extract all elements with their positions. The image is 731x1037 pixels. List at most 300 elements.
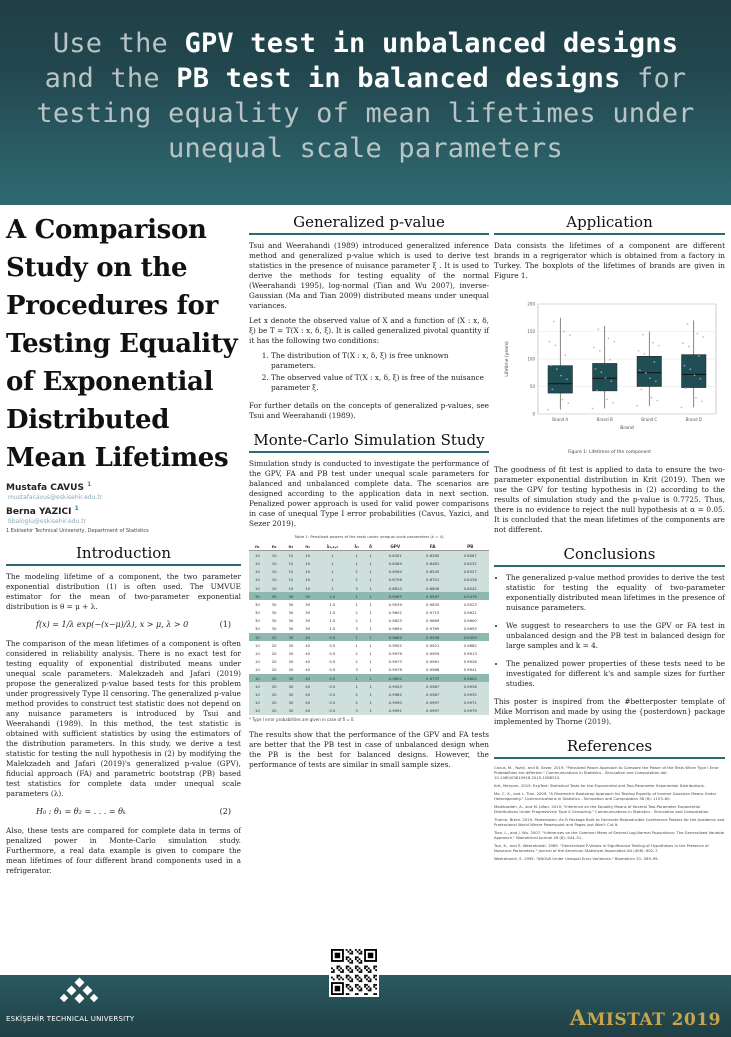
table-cell: 1	[316, 584, 349, 592]
table-cell: 30	[288, 642, 294, 648]
reference-item: Tsui, K., and S. Weerahandi. 1989. "Generalized P-Values in Significance Testing of Hypotheses in the Presence of Nuisance Parameters." Journal of the American Statistical Association 84 (406): 602–7.	[494, 843, 709, 853]
table-header-cell: n₂	[266, 542, 283, 551]
qr-module	[349, 967, 351, 969]
qr-module	[359, 977, 361, 979]
equation-2	[36, 807, 231, 816]
condition-1: 1. The distribution of T(X : x, δ, ξ) is free unknown parameters.	[271, 351, 489, 371]
table-cell: 40	[305, 667, 311, 673]
affiliation: 1 Eskisehir Technical University, Department of Statistics	[6, 528, 149, 534]
table-cell: 1	[349, 551, 365, 560]
table-cell: 1	[365, 682, 377, 690]
qr-module	[373, 993, 375, 995]
conference-logo-rest: MISTAT 2019	[586, 1010, 721, 1030]
table-cell: 10	[299, 584, 316, 592]
qr-module	[346, 967, 348, 969]
table-cell: 0.6232	[451, 559, 489, 567]
table-cell: 0.6436	[451, 576, 489, 584]
qr-module	[373, 986, 375, 988]
qr-module	[357, 988, 359, 990]
table-cell: 0.9997	[414, 707, 451, 715]
qr-module	[375, 984, 377, 986]
y-tick-label: 100	[527, 356, 535, 362]
reference-item: Tian, L., and J. Wu. 2007. "Inferences on the Common Mean of Several Log-Normal Populations: The Generalized Variable Approach." Biometrical Journal 49 (6): 944–51.	[494, 830, 725, 840]
table-cell: 40	[299, 690, 316, 698]
table-cell: 30	[288, 659, 294, 665]
table-cell: 30	[288, 651, 294, 657]
table-cell: 0.9479	[451, 592, 489, 600]
table-cell: 30	[254, 618, 260, 624]
table-cell: 0.5	[329, 651, 336, 657]
qr-module	[342, 971, 344, 973]
qr-module	[364, 984, 366, 986]
qr-module	[368, 967, 370, 969]
author-1-email[interactable]: mustafacavus@eskisehir.edu.tr	[8, 494, 103, 501]
qr-module	[338, 966, 340, 968]
table-cell: 10	[249, 699, 266, 707]
table-cell: 2	[355, 610, 358, 616]
table-cell: 0.9987	[414, 682, 451, 690]
table-cell: 0.9669	[426, 618, 440, 624]
qr-module	[357, 956, 359, 958]
qr-module	[370, 989, 372, 991]
table-cell: 0.6489	[377, 559, 414, 567]
qr-module	[346, 993, 348, 995]
table-caption: Table 1: Penalized powers of the tests under unequal scale parameters (k = 4)	[294, 534, 444, 539]
qr-module	[375, 993, 377, 995]
references-list	[494, 765, 725, 861]
qr-module	[375, 988, 377, 990]
qr-module	[359, 986, 361, 988]
table-cell: 10	[249, 551, 266, 560]
conclusion-item: • The penalized power properties of these tests need to be investigated for different k's and sample sizes for further studies.	[506, 659, 725, 689]
jitter-point	[701, 400, 703, 402]
table-cell: 0.9625	[388, 618, 402, 624]
qr-module	[335, 953, 341, 959]
qr-module	[360, 962, 362, 964]
table-body	[249, 551, 489, 715]
table-cell: 1	[365, 559, 377, 567]
table-cell: 10	[254, 651, 260, 657]
jitter-point	[694, 374, 696, 376]
conclusions-heading: Conclusions	[494, 545, 725, 567]
table-cell: 20	[266, 707, 283, 715]
table-cell: 10	[266, 551, 283, 560]
box	[593, 363, 617, 391]
table-row	[249, 584, 489, 592]
qr-module	[360, 953, 362, 955]
table-cell: 0.9635	[426, 601, 440, 607]
table-cell: 10	[249, 576, 266, 584]
qr-module	[346, 986, 348, 988]
qr-module	[349, 962, 351, 964]
table-cell: 30	[249, 592, 266, 600]
qr-module	[338, 969, 340, 971]
table-cell: 10	[266, 559, 283, 567]
table-cell: 0.9802	[377, 674, 414, 682]
table-row	[249, 609, 489, 617]
table-cell: 0.6706	[377, 576, 414, 584]
jitter-point	[562, 399, 564, 401]
qr-module	[366, 975, 368, 977]
table-cell: 0.9600	[463, 618, 477, 624]
table-cell: 0.5	[316, 674, 349, 682]
table-cell: 0.6701	[414, 576, 451, 584]
table-cell: 20	[266, 682, 283, 690]
table-row	[249, 625, 489, 633]
x-tick-label: Brand D	[685, 417, 702, 422]
jitter-point	[554, 344, 556, 346]
qr-module	[337, 967, 339, 969]
header-line2-bold: PB test in balanced designs	[176, 63, 621, 94]
table-cell: 10	[254, 667, 260, 673]
table-cell: 3	[355, 626, 358, 632]
table-cell: 30	[283, 682, 300, 690]
table-cell: 0.9621	[463, 610, 477, 616]
qr-module	[349, 989, 351, 991]
jitter-point	[599, 350, 601, 352]
table-cell: 0.9558	[414, 633, 451, 641]
qr-module	[373, 967, 375, 969]
qr-module	[346, 958, 348, 960]
table-header-cell: λ₄	[349, 542, 365, 551]
jitter-point	[655, 380, 657, 382]
table-cell: 10	[249, 584, 266, 592]
jitter-point	[681, 407, 683, 409]
table-cell: 0.5	[316, 707, 349, 715]
qr-module	[357, 960, 359, 962]
table-cell: 0.9979	[451, 707, 489, 715]
table-cell: 0.6564	[377, 568, 414, 576]
table-cell: 3	[349, 584, 365, 592]
introduction-heading: Introduction	[6, 544, 241, 566]
table-cell: 10	[266, 584, 283, 592]
table-cell: 0.9694	[388, 626, 402, 632]
qr-module	[373, 984, 375, 986]
jitter-point	[698, 355, 700, 357]
qr-module	[368, 980, 370, 982]
qr-module	[368, 971, 370, 973]
table-row	[249, 641, 489, 649]
qr-module	[338, 978, 340, 980]
table-cell: 0.5	[329, 667, 336, 673]
jitter-point	[645, 372, 647, 374]
qr-module	[342, 969, 344, 971]
qr-module	[359, 953, 361, 955]
table-row	[249, 666, 489, 674]
jitter-point	[652, 342, 654, 344]
jitter-point	[689, 368, 691, 370]
table-cell: 1	[369, 601, 372, 607]
qr-module	[349, 977, 351, 979]
table-cell: 20	[266, 699, 283, 707]
intro-paragraph-3: Also, these tests are compared for complete data in terms of penalized power in Monte-Carlo simulation study. Furthermore, a real data example is given to compare the mean lifetimes of four different brand components used in a refrigerator.	[6, 826, 241, 875]
header-line1-pre: Use the	[52, 28, 185, 59]
table-cell: 1	[369, 642, 372, 648]
jitter-point	[638, 350, 640, 352]
qr-module	[368, 953, 374, 959]
penalized-power-table	[249, 542, 489, 715]
table-cell: 1	[365, 584, 377, 592]
table-cell: 2	[349, 576, 365, 584]
jitter-point	[610, 380, 612, 382]
table-cell: 2	[355, 618, 358, 624]
jitter-point	[641, 389, 643, 391]
table-cell: 1	[316, 559, 349, 567]
table-row	[249, 682, 489, 690]
table-cell: 0.9941	[463, 667, 477, 673]
table-cell: 0.5	[316, 699, 349, 707]
qr-module	[360, 960, 362, 962]
table-cell: 0.6810	[377, 584, 414, 592]
table-cell: 1	[349, 592, 365, 600]
jitter-point	[569, 334, 571, 336]
table-cell: 0.9988	[426, 667, 440, 673]
table-cell: 30	[254, 610, 260, 616]
table-cell: 30	[271, 618, 277, 624]
jitter-point	[699, 378, 701, 380]
reference-item: Krit, Meryam. 2019. ExpTest: Statistical Tests for the Exponential and Two-Parameter Exponential Distributions.	[494, 783, 705, 788]
table-cell: 40	[299, 674, 316, 682]
university-logo-icon	[60, 977, 100, 1011]
table-cell: 30	[305, 610, 311, 616]
qr-module	[331, 967, 333, 969]
table-cell: 30	[283, 674, 300, 682]
header-line2-post: for	[620, 63, 687, 94]
table-cell: 20	[266, 690, 283, 698]
application-heading: Application	[494, 213, 725, 235]
table-cell: 20	[271, 651, 277, 657]
qr-module	[359, 989, 361, 991]
intro-paragraph-1: The modeling lifetime of a component, the two parameter exponential distribution (1) is often used. The UMVUE estimator for the mean of two-parameter exponential distribution is θ = μ + λ.	[6, 572, 241, 611]
application-paragraph-2: The goodness of fit test is applied to data to ensure the two-parameter exponential distribution in Krit (2019). Then we use the GPV for testing hypothesis in (2) according to the results of simulation study and the p-value is 0.7725. Thus, there is no evidence to reject the null hypothesis at α = 0.05. It is concluded that the mean lifetimes of the components are not different.	[494, 465, 725, 534]
jitter-point	[697, 333, 699, 335]
qr-module	[340, 971, 342, 973]
qr-module	[346, 984, 348, 986]
jitter-point	[608, 337, 610, 339]
table-row	[249, 690, 489, 698]
gpv-heading: Generalized p-value	[249, 213, 489, 235]
qr-module	[351, 953, 353, 955]
qr-code-icon[interactable]	[329, 947, 379, 997]
table-cell: 1	[365, 690, 377, 698]
table-cell: 20	[271, 659, 277, 665]
table-cell: 0.9737	[414, 674, 451, 682]
qr-module	[349, 986, 351, 988]
jitter-point	[685, 387, 687, 389]
qr-module	[360, 951, 362, 953]
table-cell: 0.6481	[414, 559, 451, 567]
qr-module	[366, 969, 368, 971]
author-2-email[interactable]: bbaloglu@eskisehir.edu.tr	[8, 518, 87, 525]
table-cell: 1	[365, 576, 377, 584]
table-cell: 0.9971	[451, 699, 489, 707]
table-row	[249, 674, 489, 682]
table-cell: 10	[283, 568, 300, 576]
table-cell: 30	[288, 601, 294, 607]
table-cell: 10	[266, 576, 283, 584]
table-cell: 1	[349, 559, 365, 567]
table-cell: 0.5	[316, 633, 349, 641]
table-cell: 30	[299, 592, 316, 600]
table-cell: 10	[266, 568, 283, 576]
table-cell: 1	[355, 601, 358, 607]
qr-module	[346, 949, 348, 951]
header-line1-bold: GPV test in unbalanced designs	[184, 28, 679, 59]
table-header-cell: n₃	[283, 542, 300, 551]
table-header-row	[249, 542, 489, 551]
author-1-affil-mark: 1	[87, 481, 92, 488]
left-column	[6, 205, 241, 881]
jitter-point	[653, 361, 655, 363]
equation-2-number: (2)	[219, 807, 231, 816]
jitter-point	[649, 377, 651, 379]
monte-carlo-heading: Monte-Carlo Simulation Study	[249, 431, 489, 453]
table-cell: 1.5	[329, 610, 336, 616]
qr-module	[364, 967, 366, 969]
table-cell: 40	[299, 682, 316, 690]
gpv-paragraph-1: Tsui and Weerahandi (1989) introduced generalized inference method and generalized p-value which is used to derive test statistics in the presence of nuisance parameter ξ . It is used to derive the methods for testing equality of the normal (Weerahandi 1995), log-normal (Tian and Wu 2007), inverse-Gaussian (Ma and Tian 2009) distributed means under unequal variances.	[249, 241, 489, 310]
table-cell: 10	[254, 659, 260, 665]
equation-2-body: H₀ : θ₁ = θ₂ = . . . = θₖ	[36, 807, 126, 816]
table-cell: 30	[305, 618, 311, 624]
table-cell: 0.6545	[414, 568, 451, 576]
y-tick-label: 150	[527, 329, 535, 334]
table-cell: 0.6067	[451, 551, 489, 560]
table-cell: 0.9597	[414, 592, 451, 600]
table-cell: 10	[299, 551, 316, 560]
jitter-point	[695, 397, 697, 399]
y-tick-label: 50	[529, 384, 535, 389]
table-cell: 0.6542	[451, 584, 489, 592]
table-row	[249, 649, 489, 657]
table-cell: 0.9715	[426, 610, 440, 616]
references-heading: References	[494, 737, 725, 759]
qr-module	[357, 951, 359, 953]
table-cell: 20	[271, 667, 277, 673]
table-cell: 1.5	[329, 618, 336, 624]
jitter-point	[597, 328, 599, 330]
table-cell: 40	[299, 633, 316, 641]
jitter-point	[658, 345, 660, 347]
table-cell: 0.6806	[414, 584, 451, 592]
qr-module	[370, 969, 372, 971]
table-cell: 0.9943	[377, 682, 414, 690]
table-cell: 40	[299, 707, 316, 715]
jitter-point	[702, 336, 704, 338]
jitter-point	[547, 409, 549, 411]
jitter-point	[567, 402, 569, 404]
qr-module	[360, 989, 362, 991]
table-cell: 30	[283, 592, 300, 600]
box	[682, 355, 706, 388]
intro-paragraph-2: The comparison of the mean lifetimes of a component is often considered in reliability analysis. There is no exact test for testing equality of exponential distributed means under unequal scale parameters. Malekzadeh and Jafari (2019) propose the generalized p-value based tests for this problem under progressively Type II censoring. The generalized p-value method provides to construct test statistic does not depend on any nuisance parameters is introduced by Tsui and Weerahandi (1989). In this method, the test statistic is obtained with sufficient statistics by using the estimators of the distribution parameters. In this study, we derive a test statistic for testing the null hypothesis in (2) by modifying the Malekzadeh and Jafari (2019)'s generalized p-value (GPV), fiducial approach (FA) and parametric bootstrap (PB) based test statistics for complete data under unequal scale parameters (λ).	[6, 639, 241, 798]
table-cell: 30	[288, 618, 294, 624]
jitter-point	[636, 405, 638, 407]
qr-module	[348, 984, 350, 986]
table-cell: 0.9981	[426, 659, 440, 665]
qr-module	[357, 984, 359, 986]
table-cell: 10	[283, 576, 300, 584]
table-cell: 1	[349, 682, 365, 690]
qr-module	[349, 953, 351, 955]
author-1	[6, 481, 241, 493]
table-row	[249, 617, 489, 625]
table-cell: 10	[299, 568, 316, 576]
qr-module	[360, 988, 362, 990]
table-cell: 1	[349, 633, 365, 641]
table-cell: 0.6280	[414, 551, 451, 560]
jitter-point	[639, 369, 641, 371]
qr-module	[337, 966, 339, 968]
qr-module	[348, 960, 350, 962]
table-row	[249, 707, 489, 715]
table-cell: 30	[305, 601, 311, 607]
table-cell: 1	[349, 674, 365, 682]
jitter-point	[550, 365, 552, 367]
x-tick-label: Brand C	[641, 417, 658, 422]
x-tick-label: Brand B	[596, 417, 613, 422]
table-cell: 0.9976	[388, 651, 402, 657]
table-cell: 1	[369, 610, 372, 616]
table-cell: 10	[283, 551, 300, 560]
qr-module	[333, 971, 335, 973]
middle-column	[249, 205, 489, 775]
author-2	[6, 505, 241, 517]
table-cell: 1	[355, 642, 358, 648]
qr-module	[357, 966, 359, 968]
author-2-affil-mark: 1	[74, 505, 79, 512]
table-cell: 0.5	[316, 690, 349, 698]
table-cell: 1	[365, 707, 377, 715]
table-cell: 40	[305, 651, 311, 657]
reference-item: Weerahandi, S. 1995. "ANOVA Under Unequal Error Variances." Biometrics 51: 589–99.	[494, 856, 659, 861]
table-cell: 20	[271, 642, 277, 648]
qr-module	[333, 978, 335, 980]
table-cell: 10	[299, 576, 316, 584]
qr-module	[355, 966, 357, 968]
table-cell: 1	[369, 651, 372, 657]
qr-module	[360, 969, 362, 971]
poster-header	[0, 0, 731, 205]
table-footnote: * Type I error probabilities are given in case of δ = 0.	[249, 716, 355, 722]
qr-module	[366, 993, 368, 995]
qr-module	[364, 966, 366, 968]
table-cell: 10	[283, 559, 300, 567]
qr-module	[359, 958, 361, 960]
qr-module	[346, 966, 348, 968]
qr-module	[348, 966, 350, 968]
qr-module	[355, 956, 357, 958]
table-cell: 0.9921	[426, 642, 440, 648]
table-row	[249, 592, 489, 600]
conclusion-item: • We suggest to researchers to use the GPV or FA test in unbalanced design and the PB test in balanced design for large samples and k = 4.	[506, 621, 725, 651]
pivotal-conditions-list	[271, 351, 489, 393]
qr-module	[351, 989, 353, 991]
table-cell: 0.9990	[377, 699, 414, 707]
jitter-point	[595, 368, 597, 370]
table-cell: 0.9973	[388, 659, 402, 665]
application-paragraph-1: Data consists the lifetimes of a component are different brands in a regrigerator which is obtained from a factory in Turkey. The boxplots of the lifetimes of brands are given in Figure 1.	[494, 241, 725, 280]
jitter-point	[651, 397, 653, 399]
table-cell: 0.9769	[426, 626, 440, 632]
qr-module	[360, 978, 362, 980]
header-line3: testing equality of mean lifetimes under	[36, 98, 695, 129]
reference-item: Ma, C. X., and L. Tian. 2009. "A Parametric Bootstrap Approach for Testing Equality of Inverse Gaussian Means Under Heterogeneity." Communications in Statistics - Simulation and Computation 38 (6): 1153–60.	[494, 791, 717, 801]
jitter-point	[549, 341, 551, 343]
table-cell: 30	[283, 633, 300, 641]
qr-module	[348, 956, 350, 958]
table-cell: 1	[316, 551, 349, 560]
